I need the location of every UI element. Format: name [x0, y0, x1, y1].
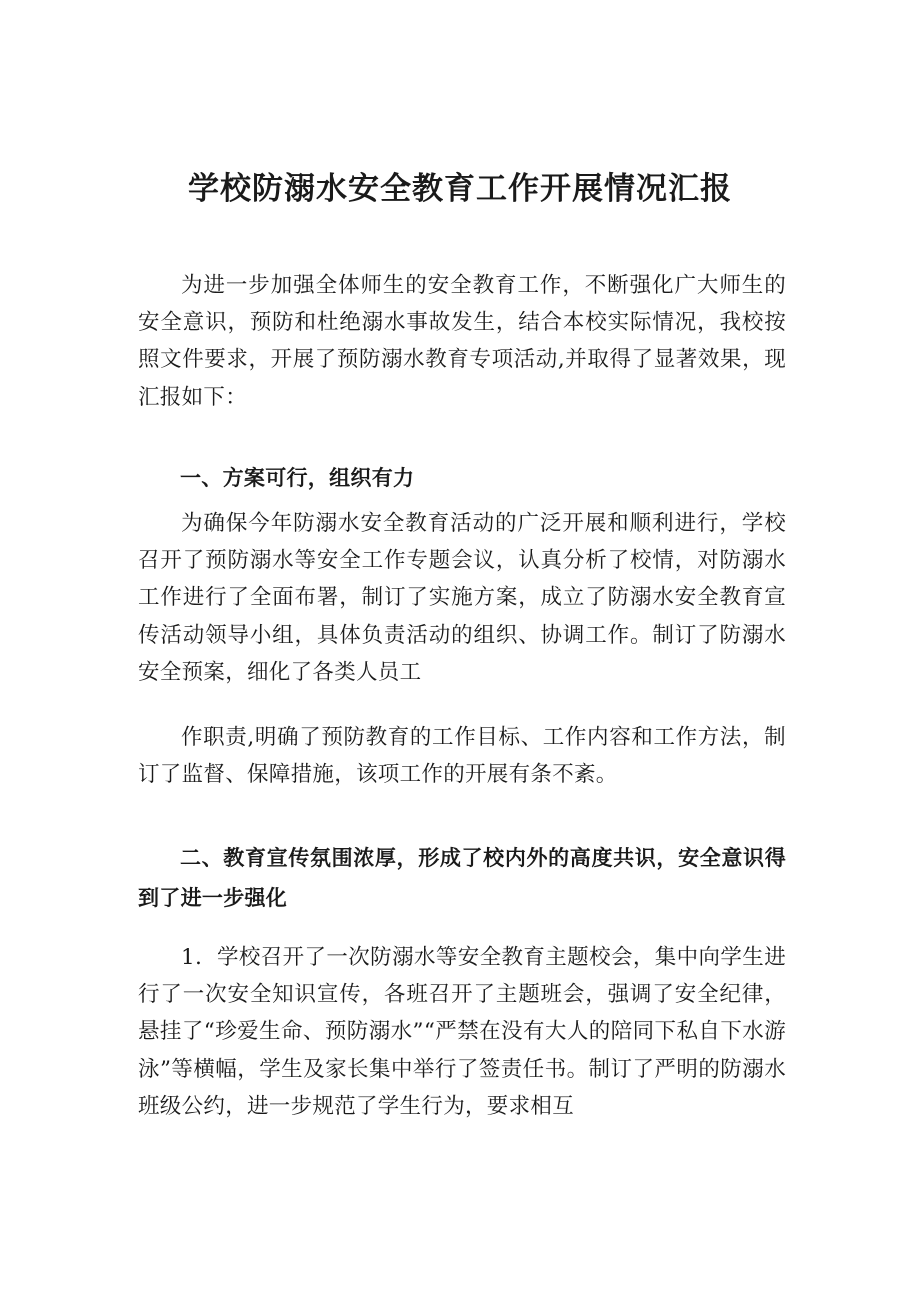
document-title: 学校防溺水安全教育工作开展情况汇报	[188, 171, 732, 207]
section-1-paragraph-2: 作职责,明确了预防教育的工作目标、工作内容和工作方法，制订了监督、保障措施，该项工作的开展有条不紊。	[138, 725, 786, 788]
intro-paragraph: 为进一步加强全体师生的安全教育工作，不断强化广大师生的安全意识，预防和杜绝溺水事故发生，结合本校实际情况，我校按照文件要求，开展了预防溺水教育专项活动,并取得了显著效果，现汇报如下：	[138, 273, 786, 410]
section-1-paragraph-1: 为确保今年防溺水安全教育活动的广泛开展和顺利进行，学校召开了预防溺水等安全工作专题会议，认真分析了校情，对防溺水工作进行了全面布署，制订了实施方案，成立了防溺水安全教育宣传活动领导小组，具体负责活动的组织、协调工作。制订了防溺水安全预案，细化了各类人员工	[138, 511, 786, 685]
section-1-heading: 一、方案可行，组织有力	[180, 466, 415, 490]
section-2-heading: 二、教育宣传氛围浓厚，形成了校内外的高度共识，安全意识得到了进一步强化	[138, 846, 786, 910]
section-2-item-1: 1．学校召开了一次防溺水等安全教育主题校会，集中向学生进行了一次安全知识宣传，各班召开了主题班会，强调了安全纪律，悬挂了“珍爱生命、预防溺水”“严禁在没有大人的陪同下私自下水游泳”等横幅，学生及家长集中举行了签责任书。制订了严明的防溺水班级公约，进一步规范了学生行为，要求相互	[138, 945, 786, 1119]
